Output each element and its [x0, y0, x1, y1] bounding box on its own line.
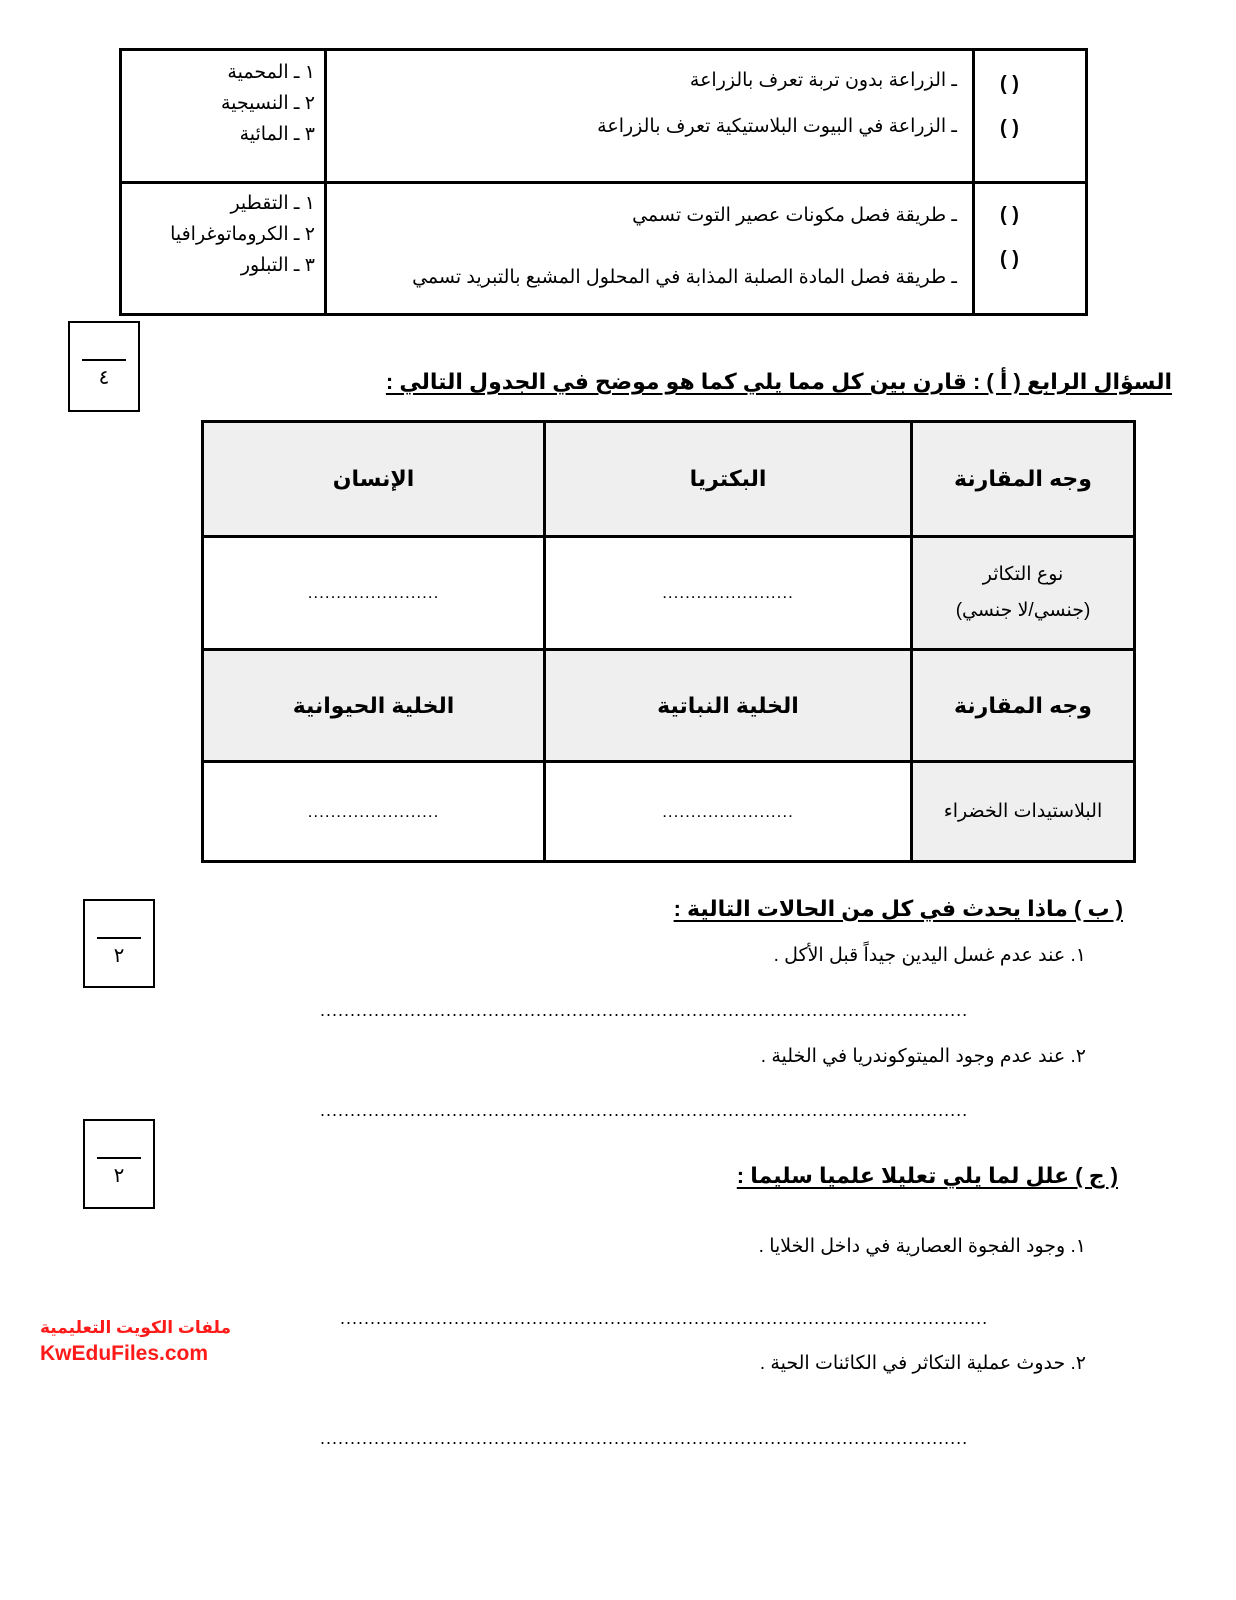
header-human: الإنسان	[204, 423, 543, 535]
answer-parentheses[interactable]: ( )	[1000, 248, 1019, 270]
watermark-arabic: ملفات الكويت التعليمية	[40, 1318, 232, 1337]
score-value: ٤	[98, 367, 110, 389]
answer-line[interactable]: ............................................................................................................	[320, 1428, 969, 1448]
option-3: ٣ ـ المائية	[239, 124, 315, 145]
answer-parentheses[interactable]: ( )	[1000, 73, 1019, 95]
score-box-q4a	[68, 321, 140, 412]
option-2: ٢ ـ النسيجية	[220, 93, 315, 114]
matching-group-1	[122, 51, 1085, 184]
matching-table	[119, 48, 1088, 316]
header-comparison-aspect: وجه المقارنة	[913, 651, 1133, 760]
column-divider	[324, 51, 327, 181]
answer-parentheses[interactable]: ( )	[1000, 117, 1019, 139]
answer-blank-human[interactable]: .......................	[307, 583, 440, 602]
option-1: ١ ـ التقطير	[230, 193, 315, 214]
row-label-chloroplasts: البلاستيدات الخضراء	[913, 763, 1133, 860]
statement-2: ـ الزراعة في البيوت البلاستيكية تعرف بالزراعة	[597, 116, 957, 137]
column-divider	[324, 184, 327, 313]
score-value: ٢	[113, 1165, 125, 1187]
column-divider	[972, 51, 975, 181]
watermark-url[interactable]: KwEduFiles.com	[40, 1342, 209, 1365]
score-box-q4c	[83, 1119, 155, 1209]
answer-blank-plant-cell[interactable]: .......................	[662, 801, 794, 821]
header-plant-cell: الخلية النباتية	[546, 651, 910, 760]
answer-blank-animal-cell[interactable]: .......................	[307, 801, 440, 821]
statement-1: ـ طريقة فصل مكونات عصير التوت تسمي	[632, 205, 957, 226]
row-label-reproduction-type: نوع التكاثر (جنسي/لا جنسي)	[913, 538, 1133, 648]
score-box-q4b	[83, 899, 155, 988]
column-divider	[972, 184, 975, 313]
question-4b-heading: ( ب ) ماذا يحدث في كل من الحالات التالية :	[673, 896, 1123, 921]
question-4c-heading: ( ج ) علل لما يلي تعليلا علميا سليما :	[736, 1163, 1118, 1188]
options-list	[115, 188, 315, 281]
score-value: ٢	[113, 945, 125, 967]
answer-line[interactable]: ............................................................................................................	[340, 1308, 989, 1328]
comparison-table	[201, 420, 1136, 863]
statement-1: ـ الزراعة بدون تربة تعرف بالزراعة	[689, 70, 957, 91]
answer-line[interactable]: ............................................................................................................	[320, 1000, 969, 1020]
question-item-1: ١. وجود الفجوة العصارية في داخل الخلايا .	[758, 1236, 1086, 1257]
option-1: ١ ـ المحمية	[227, 62, 315, 83]
question-item-2: ٢. عند عدم وجود الميتوكوندريا في الخلية .	[760, 1046, 1086, 1067]
option-3: ٣ ـ التبلور	[240, 255, 315, 276]
header-comparison-aspect: وجه المقارنة	[913, 423, 1133, 535]
header-animal-cell: الخلية الحيوانية	[204, 651, 543, 760]
question-item-1: ١. عند عدم غسل اليدين جيداً قبل الأكل .	[773, 945, 1086, 966]
option-2: ٢ ـ الكروماتوغرافيا	[170, 224, 315, 245]
options-list	[125, 57, 315, 150]
answer-blank-bacteria[interactable]: .......................	[662, 583, 794, 602]
answer-parentheses[interactable]: ( )	[1000, 204, 1019, 226]
question-item-2: ٢. حدوث عملية التكاثر في الكائنات الحية .	[759, 1353, 1086, 1374]
question-4a-heading: السؤال الرابع ( أ ) : قارن بين كل مما يلي كما هو موضح في الجدول التالي :	[385, 369, 1172, 394]
matching-group-2	[122, 184, 1085, 313]
header-bacteria: البكتريا	[546, 423, 910, 535]
statement-2: ـ طريقة فصل المادة الصلبة المذابة في المحلول المشبع بالتبريد تسمي	[412, 267, 957, 288]
answer-line[interactable]: ............................................................................................................	[320, 1100, 969, 1120]
